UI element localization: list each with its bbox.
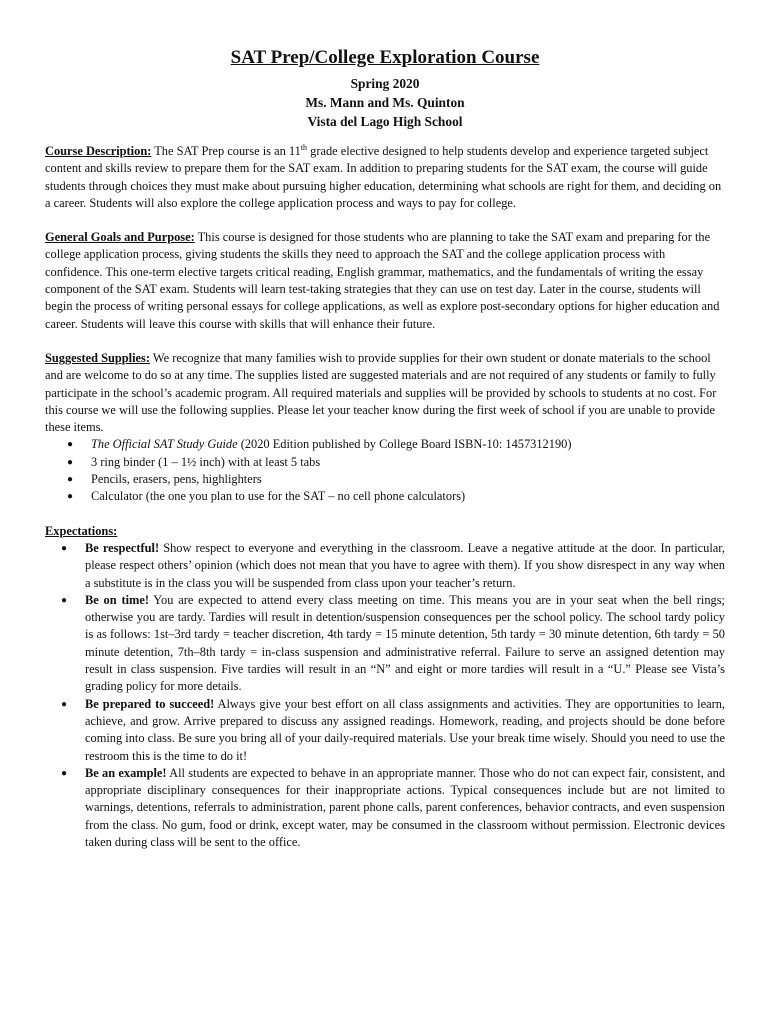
supplies-label: Suggested Supplies: [45, 350, 151, 365]
expectation-lead: Be an example! [85, 765, 167, 780]
list-item: ● 3 ring binder (1 – 1½ inch) with at least 5 tabs [67, 454, 725, 471]
supplies-section [45, 350, 725, 436]
list-item [67, 436, 725, 453]
list-item [61, 765, 725, 851]
goals-text: This course is designed for those students who are planning to take the SAT exam and preparing for the college application process, giving students the skills they need to approach the SAT and the college application process with confidence. This one-term elective targets critical reading, English grammar, mathematics, and the fundamentals of writing the essay component of the SAT exam. Students will learn test-taking strategies that they can use on test day. Later in the course, students will begin the process of writing personal essays for college applications, as well as explore post-secondary options for higher education and career. Students will leave this course with skills that will enhance their future. [45, 230, 720, 331]
teacher-names: Ms. Mann and Ms. Quinton [305, 95, 465, 110]
expectation-lead: Be respectful! [85, 540, 160, 555]
expectation-lead: Be prepared to succeed! [85, 696, 215, 711]
page-title: SAT Prep/College Exploration Course [230, 47, 540, 68]
course-description-superscript: th [300, 142, 308, 152]
school-name: Vista del Lago High School [307, 114, 463, 129]
supplies-list [45, 436, 725, 505]
course-description-section [45, 143, 725, 212]
list-item [61, 540, 725, 592]
expectation-text: You are expected to attend every class meeting on time. This means you are in your seat when the bell rings; otherwise you are tardy. Tardies will result in detention/suspension consequences per the school policy. The school tardy policy is as follows: 1st–3rd tardy = teacher discretion, 4th tardy = 15 minute detention, 5th tardy = 30 minute detention, 6th tardy = 50 minute detention, 7th–8th tardy = in-class suspension and administrative referral. Failure to serve an assigned detention may result in class suspension. Five tardies will result in an “N” and eight or more tardies will result in a “U.” Please see Vista’s grading policy for more details. [85, 592, 726, 694]
study-guide-details: (2020 Edition published by College Board ISBN-10: 1457312190) [237, 437, 572, 452]
expectation-lead: Be on time! [85, 592, 149, 607]
expectations-list [45, 540, 725, 851]
list-item [61, 592, 725, 696]
course-description-label: Course Description: [45, 144, 152, 158]
supplies-text: We recognize that many families wish to provide supplies for their own student or donate materials to the school and are welcome to do so at any time. The supplies listed are suggested materials and are not required of any students or family to fully participate in the school’s academic program. All required materials and supplies will be provided by schools to students at no cost. For this course we will use the following supplies. Please let your teacher know during the first week of school if you are unable to provide these items. [45, 350, 717, 435]
expectation-text: Show respect to everyone and everything in the classroom. Leave a negative attitude at the door. In particular, please respect others’ opinion (which does not mean that you have to agree with them). If you show disrespect in any way when a substitute is in the class you will be suspended from class upon your teacher’s return. [85, 540, 725, 590]
expectation-text: All students are expected to behave in an appropriate manner. Those who do not can expect fair, consistent, and appropriate disciplinary consequences for their inappropriate actions. Typical consequences include but are not limited to warnings, detentions, referrals to administration, parent phone calls, parent conferences, behavior contracts, and even suspension from the class. No gum, food or drink, except water, may be consumed in the classroom without permission. Electronic devices taken during class will be sent to the office. [85, 765, 726, 849]
list-item [61, 696, 725, 765]
course-description-text-b: grade elective designed to help students develop and experience targeted subject content and skills review to prepare them for the SAT exam. In addition to preparing students for the SAT exam, the course will guide students through choices they must make about pursuing higher education, determining what schools are right for them, and deciding on a career. Students will also explore the college application process and ways to pay for college. [45, 144, 722, 210]
list-item: ● Pencils, erasers, pens, highlighters [67, 471, 725, 488]
list-item: ● Calculator (the one you plan to use for the SAT – no cell phone calculators) [67, 488, 725, 505]
expectations-label: Expectations: [45, 523, 118, 538]
course-description-text-a: The SAT Prep course is an 11 [151, 144, 301, 158]
expectation-text: Always give your best effort on all class assignments and activities. They are opportunities to learn, achieve, and grow. Arrive prepared to discuss any assigned readings. Homework, reading, and projects should be done before coming into class. Be sure you bring all of your daily-required materials. Use your break time wisely. Should you need to use the restroom this is the time to do it! [85, 696, 725, 763]
goals-section [45, 229, 725, 333]
goals-label: General Goals and Purpose: [45, 230, 195, 245]
course-term: Spring 2020 [350, 76, 420, 91]
study-guide-title: The Official SAT Study Guide [91, 437, 238, 452]
